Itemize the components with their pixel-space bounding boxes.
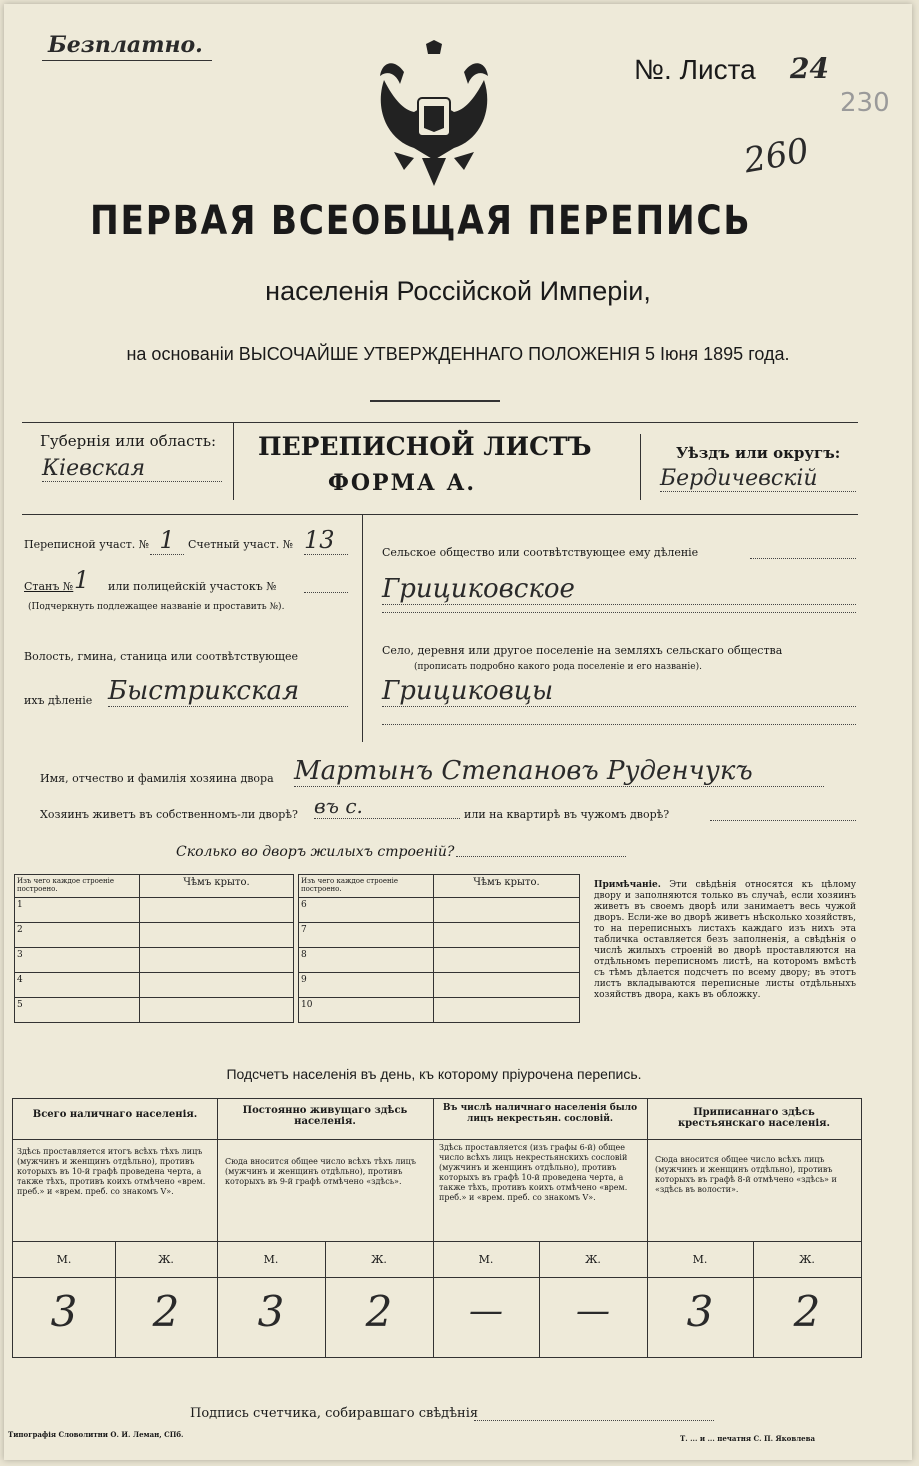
form-name: ФОРМА А. (328, 470, 477, 496)
count-col1-m-value: 3 (50, 1287, 78, 1336)
note-block (594, 880, 856, 1001)
building-row-4: 4 (15, 973, 140, 998)
count-col4-desc: Сюда вносится общее число всѣхъ лицъ (мужчинъ и женщинъ отдѣльно), противъ которыхъ въ графѣ 8-й отмѣчено «здѣсь» и «здѣсь въ волости». (655, 1155, 837, 1194)
owner-lives-label: Хозяинъ живетъ въ собственномъ-ли дворѣ? (40, 808, 298, 821)
header-band-top (22, 422, 858, 423)
pencil-number: 230 (840, 88, 890, 118)
building-row-5: 5 (15, 998, 140, 1023)
ornament-divider (370, 400, 500, 402)
subtitle: населенія Россійской Имперіи, (265, 276, 651, 306)
signature-blank (474, 1420, 714, 1421)
count-table (12, 1098, 862, 1358)
building-row-8: 8 (299, 948, 434, 973)
handwritten-number: 260 (741, 130, 812, 182)
building-roof-2 (140, 923, 294, 948)
owner-lives-value: въ с. (314, 794, 460, 819)
printer-left: Типографія Словолитни О. И. Леман, СПб. (8, 1430, 184, 1439)
uezd-value: Бердичевскій (660, 466, 856, 492)
count-col3-m-label: М. (478, 1253, 494, 1266)
count-title-line (13, 1139, 861, 1140)
owner-lives-blank (710, 820, 856, 821)
sheet-number-label: №. Листа (634, 54, 756, 85)
buildings-blank (456, 856, 626, 857)
count-col3-desc: Здѣсь проставляется (изъ графы 6-й) общее число всѣхъ лицъ некрестьянскихъ сословій (мужчинъ и женщинъ отдѣльно), противъ которыхъ въ графѣ 10-й проведена черта, а также тѣхъ, противъ коихъ отмѣчено «врем. преб.» и «врем. преб. со знакомъ V». (439, 1143, 628, 1202)
stan-police-blank (304, 592, 348, 593)
header-band-right-divider (640, 434, 641, 500)
header-band-left-divider (233, 422, 234, 500)
col-built-header-right: Изъ чего каждое строеніе построено. (299, 875, 434, 898)
double-headed-eagle-emblem (374, 40, 494, 188)
count-col3-m-value: — (469, 1291, 503, 1331)
building-roof-5 (140, 998, 294, 1023)
count-mf-line (13, 1277, 861, 1278)
col-roof-header: Чѣмъ крыто. (140, 875, 294, 898)
village-label: Село, деревня или другое поселеніе на земляхъ сельскаго общества (382, 644, 783, 657)
building-roof-10 (434, 998, 580, 1023)
count-col2-f-label: Ж. (371, 1253, 387, 1266)
building-row-1: 1 (15, 898, 140, 923)
volost-value: Быстрикская (108, 676, 348, 707)
count-col3-f-label: Ж. (585, 1253, 601, 1266)
signature-label: Подпись счетчика, собиравшаго свѣдѣнія (190, 1406, 479, 1421)
count-col4-f-value: 2 (793, 1287, 821, 1336)
fields-divider (362, 514, 363, 742)
perepisnoi-value: 1 (150, 526, 184, 555)
society-value: Грициковское (382, 574, 856, 605)
village-note: (прописать подробно какого рода поселеніе и его названіе). (414, 662, 702, 672)
count-col3-title: Въ числѣ наличнаго населенія было лицъ некрестьян. сословій. (442, 1103, 638, 1124)
printer-right: Т. ... и ... печатня С. П. Яковлева (680, 1434, 815, 1443)
col-roof-header-right: Чѣмъ крыто. (434, 875, 580, 898)
building-roof-7 (434, 923, 580, 948)
stan-note: (Подчеркнуть подлежащее названіе и проставить №). (28, 602, 285, 612)
count-col1-f-label: Ж. (158, 1253, 174, 1266)
basis-line: на основаніи ВЫСОЧАЙШЕ УТВЕРЖДЕННАГО ПОЛОЖЕНІЯ 5 Іюня 1895 года. (126, 344, 790, 364)
building-row-7: 7 (299, 923, 434, 948)
count-col2-f-value: 2 (365, 1287, 393, 1336)
schetnyi-label: Счетный участ. № (188, 538, 294, 551)
owner-lives-rest: или на квартирѣ въ чужомъ дворѣ? (464, 808, 670, 821)
building-roof-8 (434, 948, 580, 973)
village-extra-line (382, 724, 856, 725)
count-col1-f-value: 2 (152, 1287, 180, 1336)
count-heading: Подсчетъ населенія въ день, къ которому пріурочена перепись. (226, 1066, 642, 1082)
building-roof-6 (434, 898, 580, 923)
count-desc-line (13, 1241, 861, 1242)
count-col2-desc: Сюда вносится общее число всѣхъ тѣхъ лицъ (мужчинъ и женщинъ отдѣльно), противъ которыхъ въ 9-й графѣ отмѣчено «здѣсь». (225, 1157, 416, 1186)
col-built-header: Изъ чего каждое строеніе построено. (15, 875, 140, 898)
count-col3-f-value: — (576, 1291, 610, 1331)
building-roof-3 (140, 948, 294, 973)
count-col2-m-label: М. (263, 1253, 279, 1266)
building-row-9: 9 (299, 973, 434, 998)
schetnyi-value: 13 (304, 526, 348, 555)
count-col1-m-label: М. (56, 1253, 72, 1266)
owner-name-label: Имя, отчество и фамилія хозяина двора (40, 772, 274, 785)
census-form-page (4, 4, 912, 1460)
owner-name-value: Мартынъ Степановъ Руденчукъ (294, 756, 824, 787)
building-roof-9 (434, 973, 580, 998)
header-band-bottom (22, 514, 858, 515)
stan-rest: или полицейскій участокъ № (108, 580, 277, 593)
buildings-label: Сколько во дворъ жилыхъ строеній? (176, 844, 455, 860)
buildings-table-left (14, 874, 294, 1023)
free-underline (42, 60, 212, 61)
count-col4-m-value: 3 (686, 1287, 714, 1336)
building-row-6: 6 (299, 898, 434, 923)
note-text: Эти свѣдѣнія относятся къ цѣлому двору и заполняются только въ случаѣ, если хозяинъ живетъ въ своемъ дворѣ или занимаетъ весь чужой дворъ. Если-же во дворѣ живетъ нѣсколько хозяйствъ, то на переписныхъ листахъ каждаго изъ нихъ эта табличка оставляется безъ заполненія, а свѣдѣнія о числѣ жилыхъ строеній во дворѣ проставляются на отдѣльномъ переписномъ листѣ, на которомъ вмѣстѣ съ тѣмъ дѣлается подсчетъ по всему двору; въ этотъ листъ вкладываются переписные листы отдѣльныхъ хозяйствъ двора, какъ въ обложку. (594, 880, 856, 1000)
building-roof-1 (140, 898, 294, 923)
count-col1-desc: Здѣсь проставляется итогъ всѣхъ тѣхъ лицъ (мужчинъ и женщинъ отдѣльно), противъ которыхъ въ 10-й графѣ проведена черта, а также тѣхъ, противъ коихъ отмѣчено «врем. преб.» и «врем. преб. со знакомъ V». (17, 1147, 206, 1196)
count-col2-title: Постоянно живущаго здѣсь населенія. (242, 1105, 408, 1127)
perepisnoi-label: Переписной участ. № (24, 538, 150, 551)
stan-label: Станъ № (24, 580, 74, 593)
building-row-2: 2 (15, 923, 140, 948)
society-blank (750, 558, 856, 559)
building-roof-4 (140, 973, 294, 998)
count-col4-title: Приписаннаго здѣсь крестьянскаго населенія. (677, 1107, 831, 1129)
volost-label: Волость, гмина, станица или соотвѣтствующее (24, 650, 298, 663)
guberniya-label: Губернія или область: (40, 432, 217, 450)
count-col1-title: Всего наличнаго населенія. (32, 1109, 198, 1120)
building-row-3: 3 (15, 948, 140, 973)
note-heading: Примѣчаніе. (594, 880, 661, 890)
count-col4-f-label: Ж. (799, 1253, 815, 1266)
form-title: ПЕРЕПИСНОЙ ЛИСТЪ (258, 432, 592, 461)
guberniya-value: Кіевская (42, 456, 222, 482)
free-label: Безплатно. (48, 32, 203, 58)
count-col2-m-value: 3 (257, 1287, 285, 1336)
society-label: Сельское общество или соотвѣтствующее ему дѣленіе (382, 546, 699, 559)
village-value: Грициковцы (382, 676, 856, 707)
main-title: ПЕРВАЯ ВСЕОБЩАЯ ПЕРЕПИСЬ (90, 198, 752, 244)
count-col4-m-label: М. (692, 1253, 708, 1266)
volost-label-2: ихъ дѣленіе (24, 694, 93, 707)
stan-value: 1 (74, 566, 90, 594)
sheet-number-value: 24 (790, 52, 829, 85)
uezd-label: Уѣздъ или округъ: (676, 444, 841, 462)
buildings-table-right (298, 874, 580, 1023)
building-row-10: 10 (299, 998, 434, 1023)
society-extra-line (382, 612, 856, 613)
